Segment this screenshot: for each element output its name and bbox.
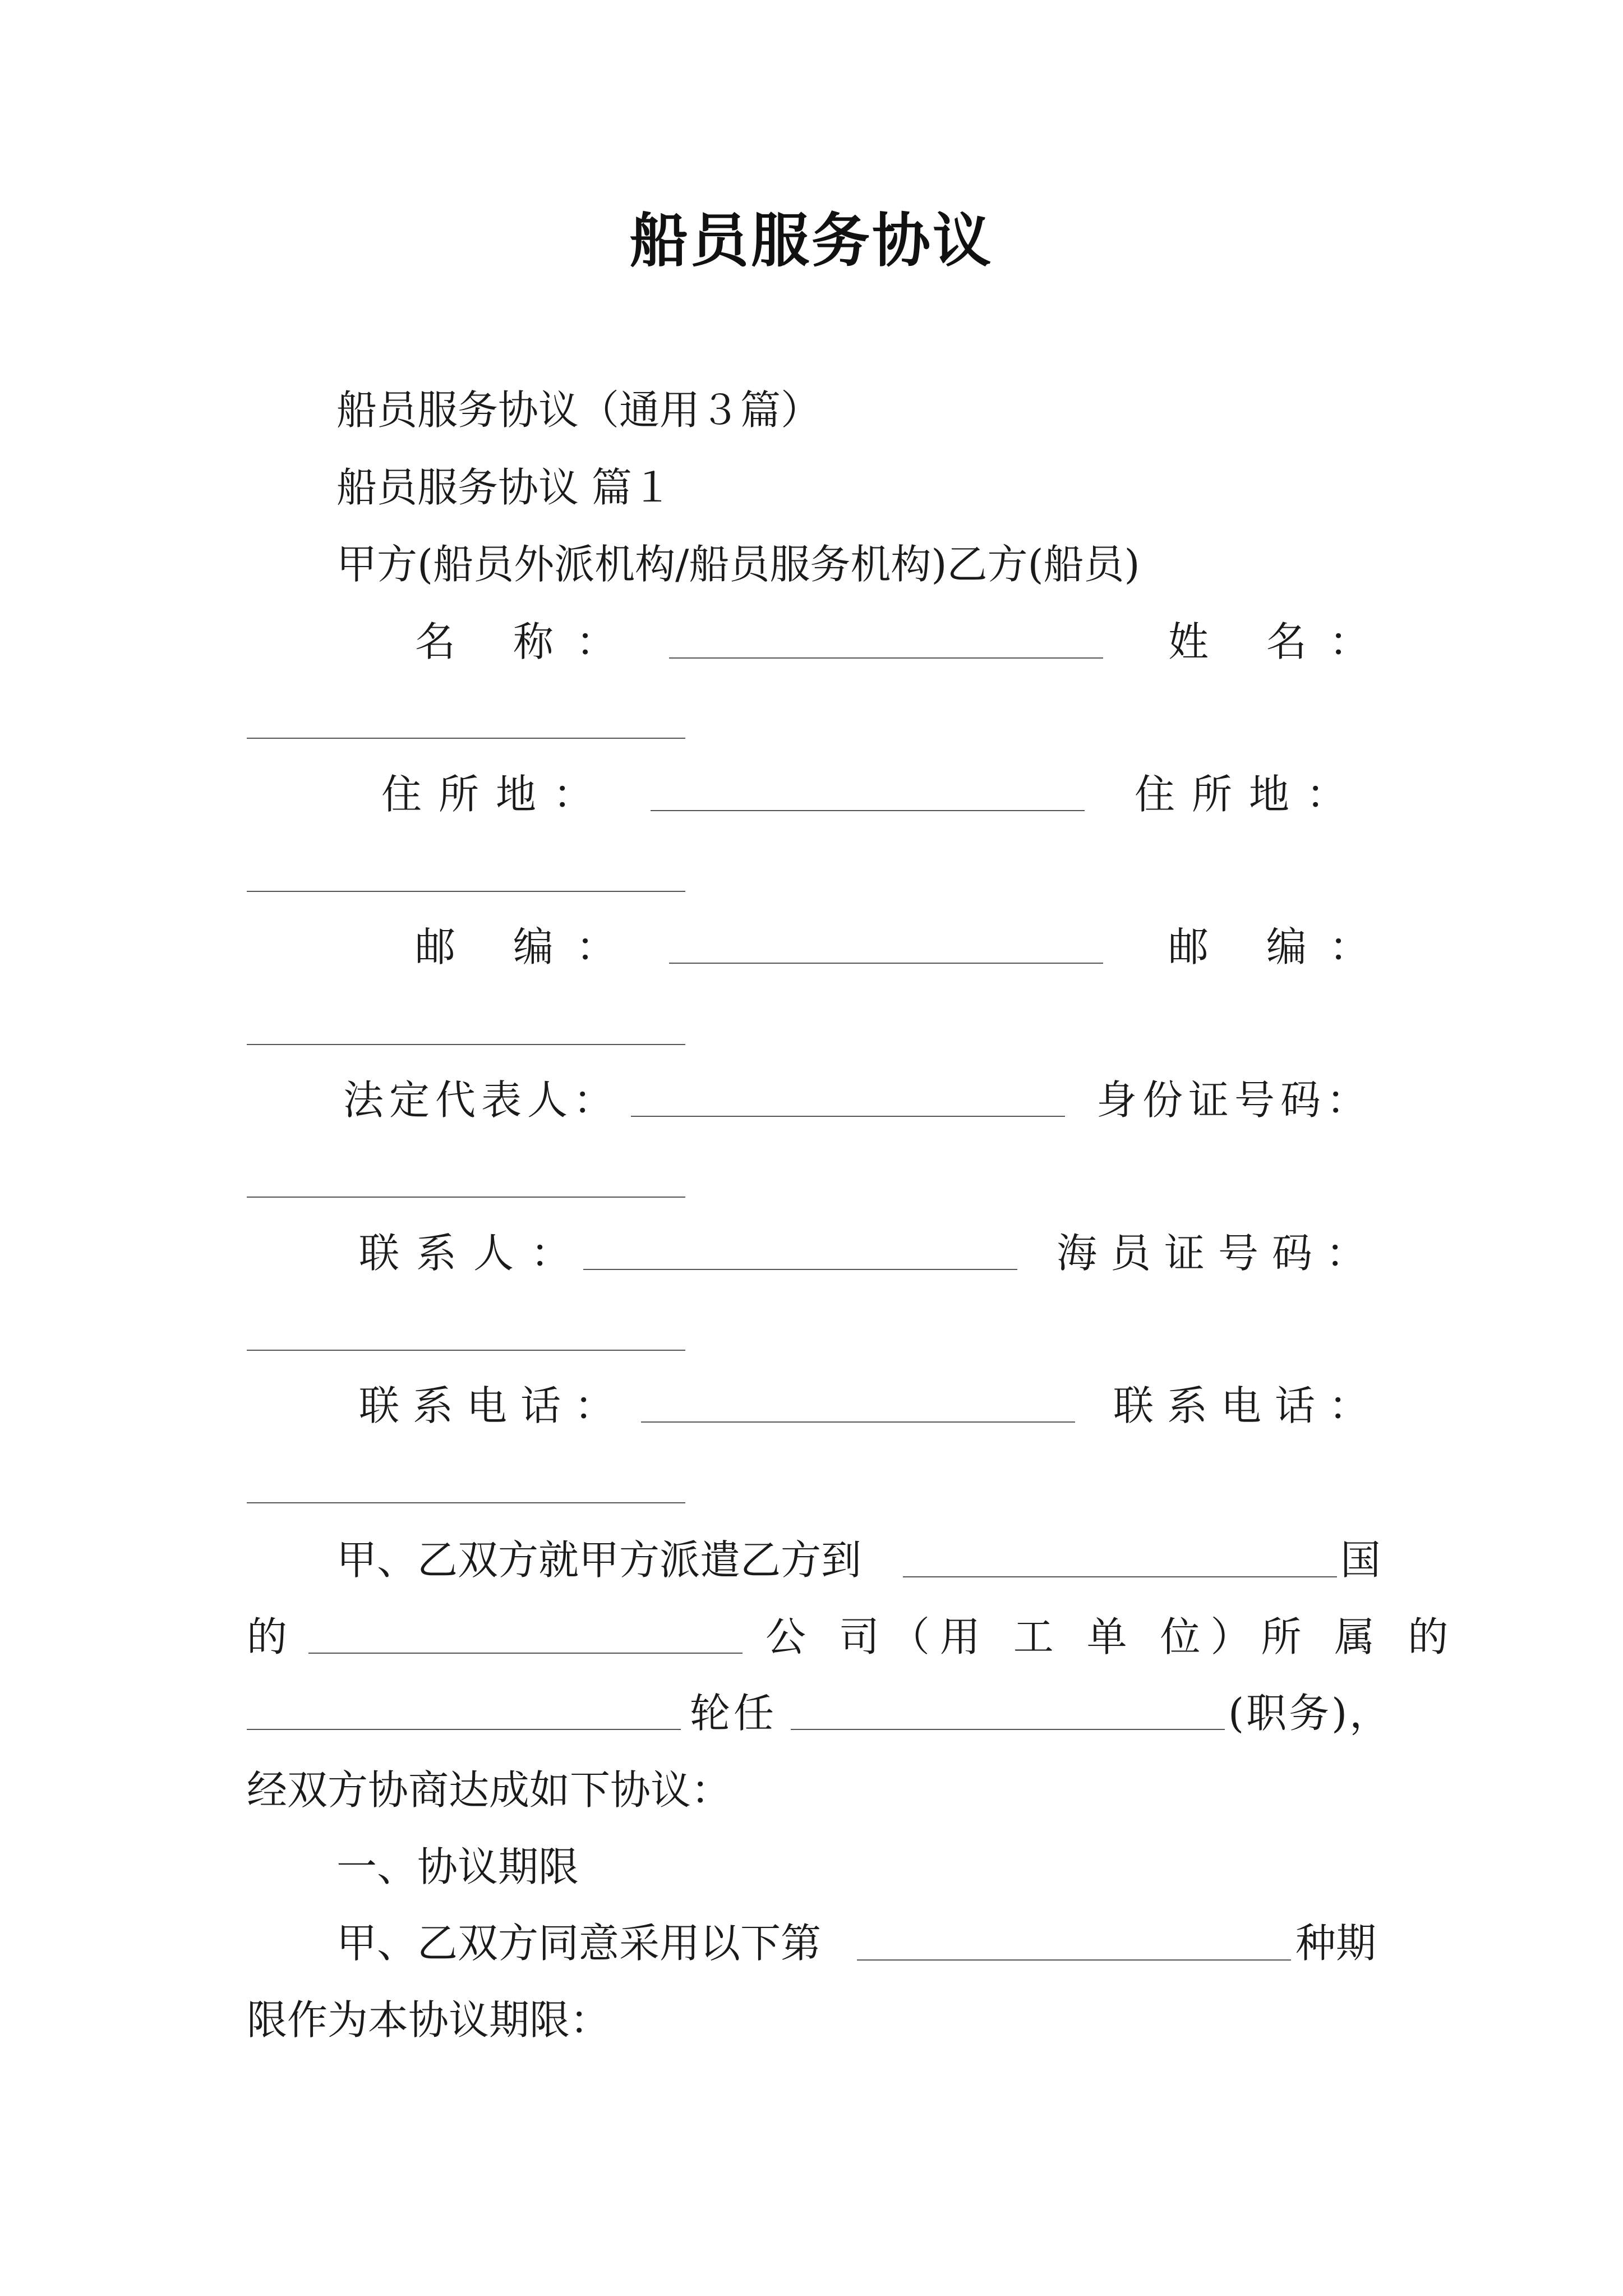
para3-text-a: 轮任 (690, 1690, 778, 1737)
address-label-b: 住所地： (1135, 771, 1364, 818)
company-blank[interactable] (308, 1653, 743, 1654)
para4-text: 经双方协商达成如下协议： (247, 1766, 732, 1814)
para1-text-b: 国 (1340, 1536, 1381, 1584)
para2-text-a: 的 (247, 1613, 288, 1660)
ship-blank[interactable] (247, 1729, 681, 1730)
form-row-postcode (0, 923, 1623, 977)
legal-rep-label: 法定代表人： (343, 1076, 620, 1124)
para3-text-b: (职务)， (1228, 1690, 1393, 1737)
contact-label: 联系人： (359, 1230, 588, 1277)
para1-text-a: 甲、乙双方就甲方派遣乙方到 (336, 1536, 862, 1584)
name-label: 名 称： (415, 618, 639, 665)
term-option-blank[interactable] (857, 1959, 1291, 1961)
phone-blank-b[interactable] (247, 1502, 685, 1503)
para6-text: 限作为本协议期限： (247, 1996, 611, 2044)
phone-label-b: 联系电话： (1113, 1382, 1383, 1429)
seaman-id-blank[interactable] (247, 1350, 685, 1351)
section-heading-1: 船员服务协议 篇１ (336, 464, 672, 511)
form-row-legal-rep (0, 1076, 1623, 1130)
document-title: 船员服务协议 (629, 206, 993, 275)
postcode-blank-b[interactable] (247, 1044, 685, 1045)
address-blank-b[interactable] (247, 891, 685, 892)
contact-blank[interactable] (583, 1269, 1017, 1270)
phone-blank-a[interactable] (641, 1421, 1075, 1423)
postcode-label-a: 邮 编： (415, 923, 639, 970)
seaman-id-label: 海员证号码： (1057, 1230, 1380, 1277)
position-blank[interactable] (791, 1729, 1225, 1730)
para5-text-a: 甲、乙双方同意采用以下第 (336, 1920, 822, 1967)
parties-line: 甲方(船员外派机构/船员服务机构)乙方(船员) (336, 541, 1140, 588)
para2-text-b: 公 司（用 工 单 位）所 属 的 (766, 1613, 1459, 1660)
country-blank[interactable] (903, 1576, 1337, 1577)
person-name-blank[interactable] (247, 738, 685, 739)
address-label-a: 住所地： (381, 771, 611, 818)
address-blank-a[interactable] (651, 810, 1085, 811)
legal-rep-blank[interactable] (631, 1116, 1065, 1117)
person-name-label: 姓 名： (1168, 618, 1392, 665)
form-row-contact (0, 1230, 1623, 1283)
form-row-phone (0, 1382, 1623, 1436)
id-number-blank[interactable] (247, 1197, 685, 1198)
phone-label-a: 联系电话： (359, 1382, 629, 1429)
postcode-blank-a[interactable] (669, 963, 1103, 964)
form-row-address (0, 771, 1623, 825)
section-1-heading: 一、协议期限 (336, 1843, 579, 1890)
para5-text-b: 种期 (1295, 1920, 1377, 1967)
id-number-label: 身份证号码： (1096, 1076, 1373, 1124)
name-blank[interactable] (669, 657, 1103, 659)
postcode-label-b: 邮 编： (1168, 923, 1392, 970)
subtitle-line: 船员服务协议（通用３篇） (336, 386, 822, 434)
form-row-name (0, 618, 1623, 672)
